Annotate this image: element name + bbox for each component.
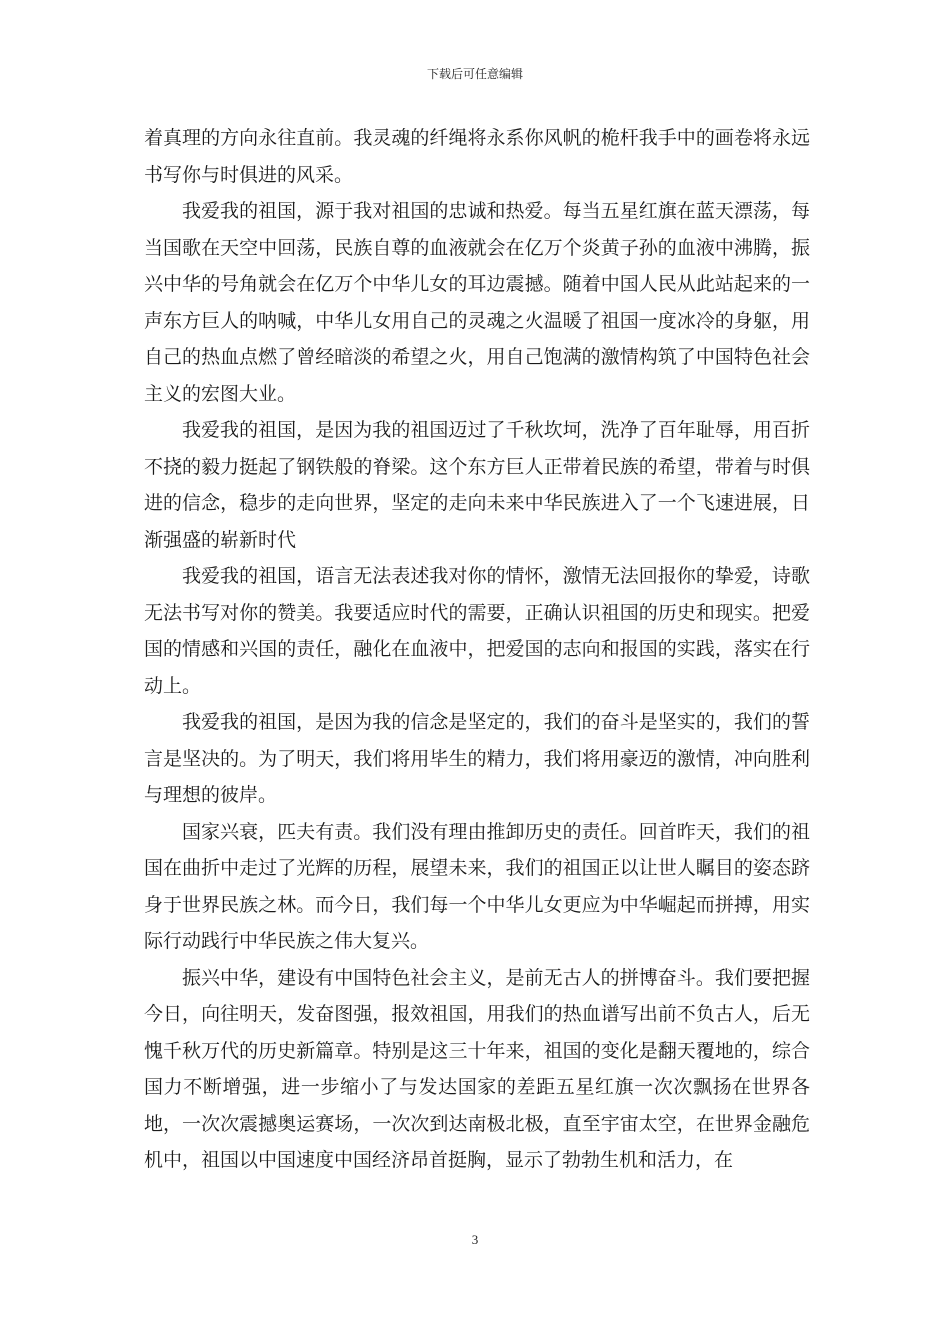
paragraph: 着真理的方向永往直前。我灵魂的纤绳将永系你风帆的桅杆我手中的画卷将永远书写你与时俱进的风采。: [144, 127, 810, 186]
paragraph: 我爱我的祖国，源于我对祖国的忠诚和热爱。每当五星红旗在蓝天漂荡，每当国歌在天空中回荡，民族自尊的血液就会在亿万个炎黄子孙的血液中沸腾，振兴中华的号角就会在亿万个中华儿女的耳边震撼。随着中国人民从此站起来的一声东方巨人的呐喊，中华儿女用自己的灵魂之火温暖了祖国一度冰冷的身躯，用自己的热血点燃了曾经暗淡的希望之火，用自己饱满的激情构筑了中国特色社会主义的宏图大业。: [144, 200, 810, 405]
paragraph: 国家兴衰，匹夫有责。我们没有理由推卸历史的责任。回首昨天，我们的祖国在曲折中走过了光辉的历程，展望未来，我们的祖国正以让世人瞩目的姿态跻身于世界民族之林。而今日，我们每一个中华儿女更应为中华崛起而拼搏，用实际行动践行中华民族之伟大复兴。: [144, 820, 810, 952]
document-body: [144, 120, 810, 1179]
page-number: 3: [471, 1232, 479, 1247]
paragraph: 我爱我的祖国，语言无法表述我对你的情怀，激情无法回报你的挚爱，诗歌无法书写对你的赞美。我要适应时代的需要，正确认识祖国的历史和现实。把爱国的情感和兴国的责任，融化在血液中，把爱国的志向和报国的实践，落实在行动上。: [144, 565, 810, 697]
page-header: 下载后可任意编辑: [426, 67, 523, 81]
paragraph: 振兴中华，建设有中国特色社会主义，是前无古人的拼博奋斗。我们要把握今日，向往明天，发奋图强，报效祖国，用我们的热血谱写出前不负古人，后无愧千秋万代的历史新篇章。特别是这三十年来，祖国的变化是翻天覆地的，综合国力不断增强，进一步缩小了与发达国家的差距五星红旗一次次飘扬在世界各地，一次次震撼奥运赛场，一次次到达南极北极，直至宇宙太空，在世界金融危机中，祖国以中国速度中国经济昂首挺胸，显示了勃勃生机和活力，在: [144, 966, 810, 1171]
paragraph: 我爱我的祖国，是因为我的祖国迈过了千秋坎坷，洗净了百年耻辱，用百折不挠的毅力挺起了钢铁般的脊梁。这个东方巨人正带着民族的希望，带着与时俱进的信念，稳步的走向世界，坚定的走向未来中华民族进入了一个飞速进展，日渐强盛的崭新时代: [144, 419, 810, 551]
paragraph: 我爱我的祖国，是因为我的信念是坚定的，我们的奋斗是坚实的，我们的誓言是坚决的。为了明天，我们将用毕生的精力，我们将用豪迈的激情，冲向胜利与理想的彼岸。: [144, 711, 810, 806]
